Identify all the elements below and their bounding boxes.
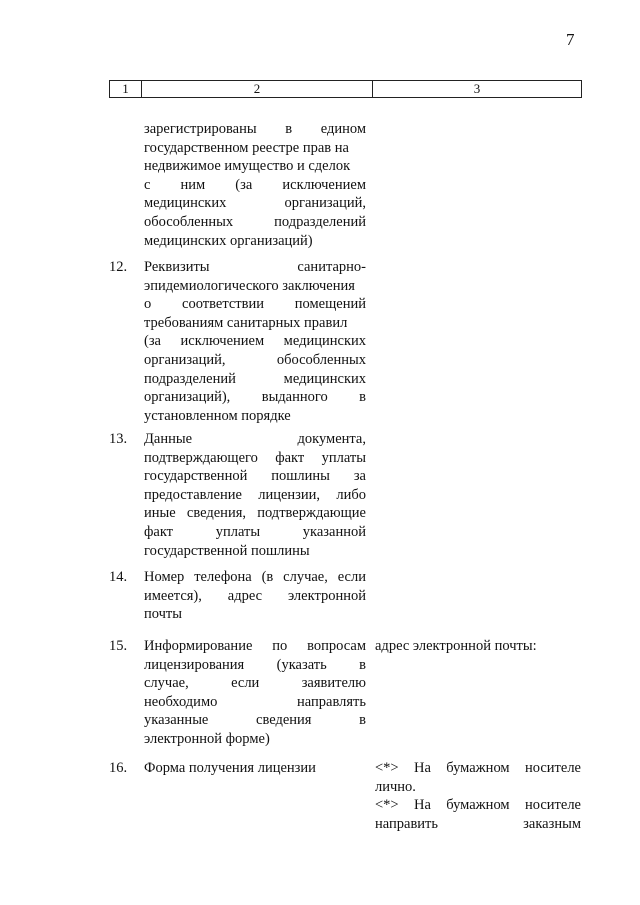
text-line: почты	[144, 606, 183, 623]
text-line: случае, если заявителю	[144, 675, 366, 692]
email-address-label: адрес электронной почты:	[375, 638, 537, 654]
row-number: 13.	[109, 431, 128, 447]
text-line: лично.	[375, 778, 416, 795]
text-line: государственной пошлины за	[144, 468, 366, 485]
text-line: указанные сведения в	[144, 712, 366, 729]
text-line: направить заказным	[375, 815, 581, 832]
text-line: иные сведения, подтверждающие	[144, 505, 366, 522]
row-number: 16.	[109, 760, 128, 776]
row-text	[144, 568, 366, 624]
text-line: эпидемиологического заключения	[144, 277, 355, 294]
text-line: предоставление лицензии, либо	[144, 486, 366, 503]
text-line: медицинских организаций,	[144, 195, 366, 212]
text-line: электронной форме)	[144, 730, 270, 747]
text-line: с ним (за исключением	[144, 176, 366, 193]
text-line: государственном реестре прав на	[144, 139, 349, 156]
column-header-1: 1	[110, 81, 142, 97]
row-number: 12.	[109, 259, 128, 275]
row-text	[144, 759, 366, 778]
page-number: 7	[566, 30, 575, 49]
text-line: медицинских организаций)	[144, 232, 313, 249]
row-value	[375, 759, 581, 833]
row-text	[144, 637, 366, 749]
row-value	[375, 637, 581, 656]
column-header-3: 3	[473, 81, 481, 96]
text-line: требованиям санитарных правил	[144, 314, 348, 331]
text-line: Данные документа,	[144, 431, 366, 447]
column-header-2: 2	[142, 81, 373, 97]
text-line: лицензирования (указать в	[144, 656, 366, 673]
table-header-row	[109, 80, 582, 98]
option-paper-by-mail: <*> На бумажном носителе	[375, 797, 581, 814]
text-line: установленном порядке	[144, 407, 291, 424]
text-line: недвижимое имущество и сделок	[144, 158, 351, 175]
text-line: подразделений медицинских	[144, 370, 366, 387]
text-line: Реквизиты санитарно-	[144, 259, 366, 275]
row-number: 14.	[109, 569, 128, 585]
row-text	[144, 258, 366, 425]
continuation-text	[144, 120, 366, 250]
text-line: (за исключением медицинских	[144, 333, 366, 350]
text-line: подтверждающего факт уплаты	[144, 449, 366, 466]
text-line: имеется), адрес электронной	[144, 587, 366, 604]
text-line: государственной пошлины	[144, 542, 310, 559]
text-line: организаций, обособленных	[144, 351, 366, 368]
text-line: Информирование по вопросам	[144, 638, 366, 654]
text-line: Форма получения лицензии	[144, 760, 316, 776]
text-line: зарегистрированы в едином	[144, 121, 366, 137]
text-line: Номер телефона (в случае, если	[144, 569, 366, 585]
row-number: 15.	[109, 638, 128, 654]
option-paper-in-person: <*> На бумажном носителе	[375, 760, 581, 776]
text-line: факт уплаты указанной	[144, 523, 366, 540]
text-line: необходимо направлять	[144, 693, 366, 710]
text-line: обособленных подразделений	[144, 213, 366, 230]
row-text	[144, 430, 366, 560]
text-line: организаций), выданного в	[144, 389, 366, 406]
text-line: о соответствии помещений	[144, 296, 366, 313]
